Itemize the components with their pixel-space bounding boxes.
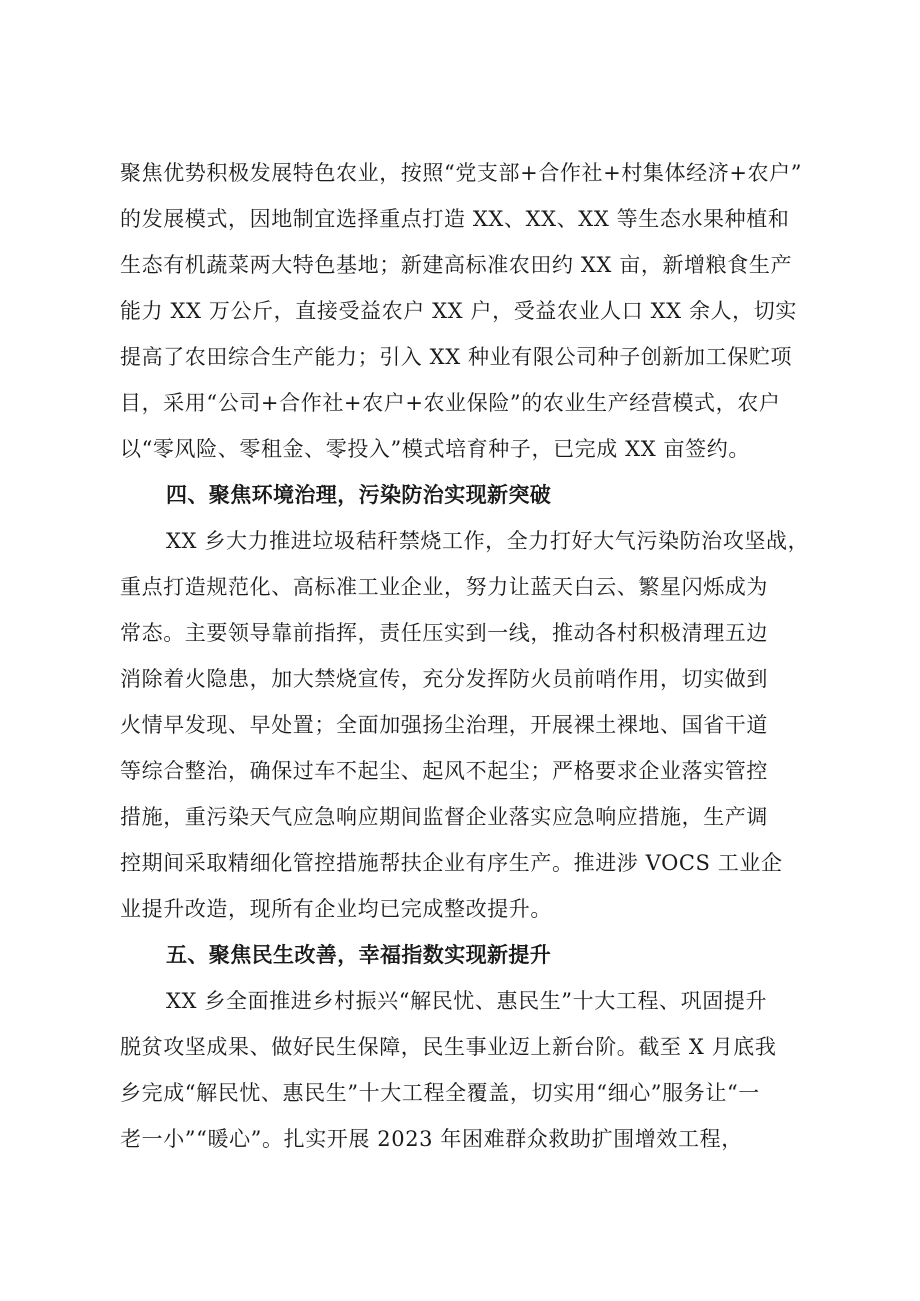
text-line: 消除着火隐患，加大禁烧宣传，充分发挥防火员前哨作用，切实做到 [120,667,768,691]
text-line: 的发展模式，因地制宜选择重点打造 XX、XX、XX 等生态水果种植和 [120,207,790,231]
text-line: 业提升改造，现所有企业均已完成整改提升。 [120,897,552,921]
text-line: 提高了农田综合生产能力；引入 XX 种业有限公司种子创新加工保贮项 [120,345,793,369]
text-line: 措施，重污染天气应急响应期间监督企业落实应急响应措施，生产调 [120,805,768,829]
text-line: XX 乡全面推进乡村振兴“解民忧、惠民生”十大工程、巩固提升 [166,989,768,1013]
text-line: 控期间采取精细化管控措施帮扶企业有序生产。推进涉 VOCS 工业企 [120,851,783,875]
text-line: 以“零风险、零租金、零投入”模式培育种子，已完成 XX 亩签约。 [120,437,750,461]
paragraph-livelihood [120,978,820,1162]
document-body [120,150,820,1162]
text-line: 重点打造规范化、高标准工业企业，努力让蓝天白云、繁星闪烁成为 [120,575,768,599]
text-line: 聚焦优势积极发展特色农业，按照“党支部+合作社+村集体经济+农户” [120,161,803,185]
section-heading-livelihood: 五、聚焦民生改善，幸福指数实现新提升 [166,943,552,967]
text-line: 等综合整治，确保过车不起尘、起风不起尘；严格要求企业落实管控 [120,759,768,783]
text-line: 脱贫攻坚成果、做好民生保障，民生事业迈上新台阶。截至 X 月底我 [120,1035,777,1059]
text-line: 目，采用“公司+合作社+农户+农业保险”的农业生产经营模式，农户 [120,391,781,415]
text-line: XX 乡大力推进垃圾秸秆禁烧工作，全力打好大气污染防治攻坚战， [166,529,810,553]
text-line: 老一小”“暖心”。扎实开展 2023 年困难群众救助扩围增效工程， [120,1127,743,1151]
paragraph-environment [120,518,820,932]
text-line: 常态。主要领导靠前指挥，责任压实到一线，推动各村积极清理五边 [120,621,768,645]
section-heading-environment: 四、聚焦环境治理，污染防治实现新突破 [166,483,552,507]
text-line: 乡完成“解民忧、惠民生”十大工程全覆盖，切实用“细心”服务让“一 [120,1081,760,1105]
text-line: 生态有机蔬菜两大特色基地；新建高标准农田约 XX 亩，新增粮食生产 [120,253,793,277]
text-line: 能力 XX 万公斤，直接受益农户 XX 户，受益农业人口 XX 余人，切实 [120,299,797,323]
text-line: 火情早发现、早处置；全面加强扬尘治理，开展裸土裸地、国省干道 [120,713,768,737]
paragraph-agriculture [120,150,820,472]
